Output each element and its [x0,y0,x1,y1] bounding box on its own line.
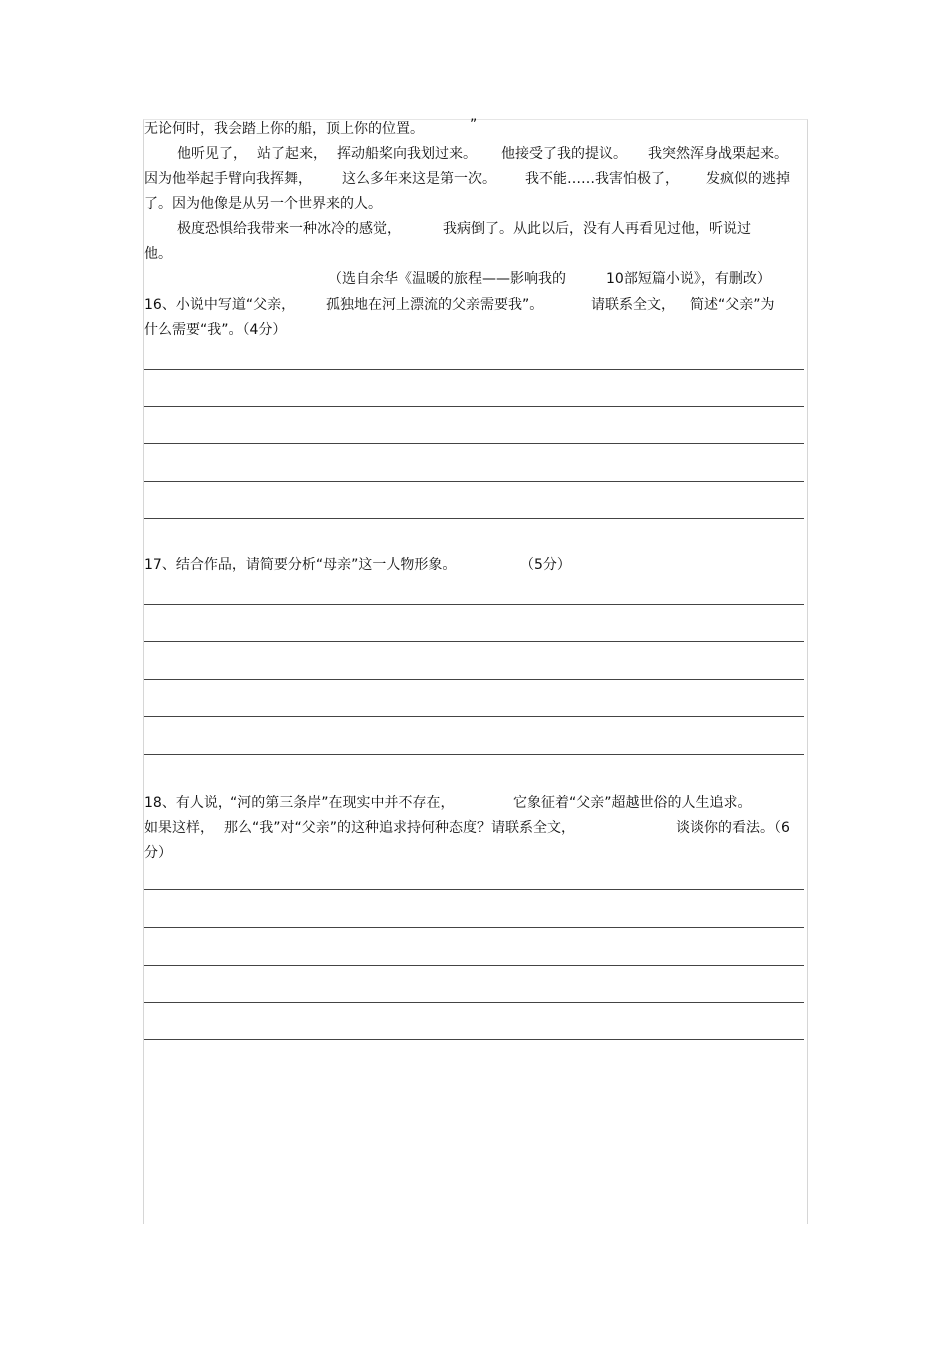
source-citation-a: （选自余华《温暖的旅程——影响我的 [328,271,566,287]
q18-line-2a: 如果这样， [144,820,214,836]
q18-line-1c: 它象征着“父亲”超越世俗的人生追求。 [513,795,752,811]
passage-line-1-quote: ” [470,117,478,133]
passage-line-4: 了。因为他像是从另一个世界来的人。 [144,196,382,212]
q18-answer-line [144,965,804,966]
q18-answer-line [144,889,804,890]
passage-line-1: 无论何时，我会踏上你的船，顶上你的位置。 [144,121,424,137]
passage-line-2a: 他听见了， [177,146,247,162]
q16-answer-line [144,369,804,370]
passage-line-3a: 因为他举起手臂向我挥舞， [144,171,312,187]
passage-line-6: 他。 [144,246,172,262]
passage-line-5b: 我病倒了。从此以后，没有人再看见过他，听说过 [443,221,751,237]
q18-answer-line [144,1039,804,1040]
q18-line-2c: 谈谈你的看法。（6 [676,820,790,836]
q17-line-1a: 17、结合作品，请简要分析“母亲”这一人物形象。 [144,557,457,573]
passage-line-2d: 他接受了我的提议。 [501,146,627,162]
q18-line-2b: 那么“我”对“父亲”的这种追求持何种态度？请联系全文， [224,820,576,836]
q16-line-1c: 请联系全文， [591,297,675,313]
q16-answer-line [144,443,804,444]
passage-line-2b: 站了起来， [257,146,327,162]
q18-line-1a: 18、有人说， [144,795,232,811]
q17-answer-line [144,679,804,680]
passage-line-5a: 极度恐惧给我带来一种冰冷的感觉， [177,221,401,237]
q16-line-1b: 孤独地在河上漂流的父亲需要我”。 [326,297,544,313]
q16-answer-line [144,518,804,519]
passage-line-3c: 我不能……我害怕极了， [525,171,679,187]
q17-answer-line [144,641,804,642]
q17-answer-line [144,754,804,755]
q18-answer-line [144,927,804,928]
passage-line-3d: 发疯似的逃掉 [706,171,790,187]
q18-answer-line [144,1002,804,1003]
q16-line-2: 什么需要“我”。（4分） [144,322,287,338]
q18-line-1b: “河的第三条岸”在现实中并不存在， [230,795,455,811]
passage-line-2e: 我突然浑身战栗起来。 [648,146,788,162]
q16-answer-line [144,481,804,482]
q17-answer-line [144,716,804,717]
q16-line-1d: 简述“父亲”为 [690,297,775,313]
passage-line-2c: 挥动船桨向我划过来。 [337,146,477,162]
q16-answer-line [144,406,804,407]
q17-answer-line [144,604,804,605]
source-citation-b: 10部短篇小说》，有删改） [606,271,771,287]
passage-line-3b: 这么多年来这是第一次。 [342,171,496,187]
q17-line-1b: （5分） [520,557,571,573]
q18-line-3: 分） [144,845,172,861]
q16-line-1a: 16、小说中写道“父亲， [144,297,296,313]
